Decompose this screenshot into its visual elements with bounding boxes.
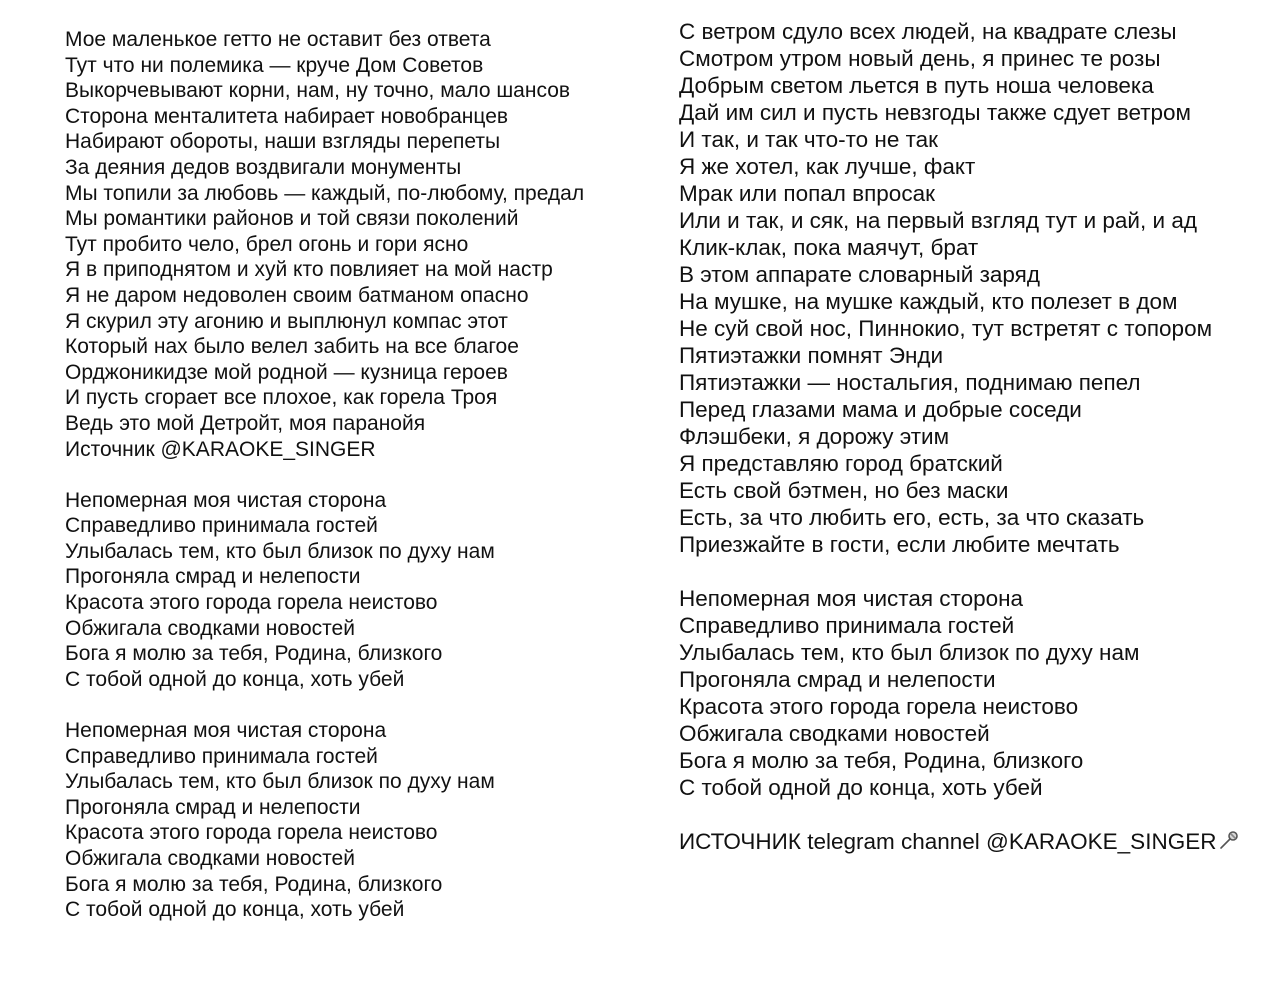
lyric-line: Смотром утром новый день, я принес те розы	[679, 46, 1161, 71]
lyric-line: Справедливо принимала гостей	[65, 744, 378, 768]
stanza-gap	[679, 558, 1274, 585]
lyric-line: Флэшбеки, я дорожу этим	[679, 424, 950, 449]
lyric-line: Мы топили за любовь — каждый, по-любому, предал	[65, 181, 585, 205]
lyric-line: Бога я молю за тебя, Родина, близкого	[65, 642, 443, 666]
left-lyrics-column	[65, 27, 665, 923]
lyric-line: Я представляю город братский	[679, 451, 1003, 476]
lyric-line: Выкорчевывают корни, нам, ну точно, мало шансов	[65, 79, 571, 103]
lyric-line: Улыбалась тем, кто был близок по духу нам	[679, 640, 1140, 665]
lyric-line: Непомерная моя чистая сторона	[65, 488, 387, 512]
lyric-line: Красота этого города горела неистово	[65, 821, 438, 845]
lyric-line: Мое маленькое гетто не оставит без ответа	[65, 28, 491, 51]
chorus-3	[679, 585, 1274, 801]
chorus-2	[65, 718, 665, 923]
lyric-line: Непомерная моя чистая сторона	[65, 719, 387, 743]
lyric-line: Обжигала сводками новостей	[65, 616, 355, 640]
lyric-line: Я же хотел, как лучше, факт	[679, 154, 976, 179]
lyric-line: Тут что ни полемика — круче Дом Советов	[65, 53, 484, 77]
lyric-line: Добрым светом льется в путь ноша человека	[679, 73, 1154, 98]
stanza-gap	[679, 801, 1274, 828]
lyric-line: С тобой одной до конца, хоть убей	[65, 898, 405, 922]
lyric-line: С тобой одной до конца, хоть убей	[65, 667, 405, 691]
lyric-line: Красота этого города горела неистово	[65, 591, 438, 615]
lyric-line: Прогоняла смрад и нелепости	[65, 565, 361, 589]
lyric-line: Клик-клак, пока маячут, брат	[679, 235, 979, 260]
stanza-gap	[65, 692, 665, 718]
lyric-line: И так, и так что-то не так	[679, 127, 939, 152]
stanza-gap	[65, 462, 665, 488]
lyric-line: Перед глазами мама и добрые соседи	[679, 397, 1082, 422]
lyric-line: Бога я молю за тебя, Родина, близкого	[679, 748, 1084, 773]
lyric-line: Улыбалась тем, кто был близок по духу нам	[65, 539, 495, 563]
lyric-line: Обжигала сводками новостей	[65, 847, 355, 870]
lyric-line: С ветром сдуло всех людей, на квадрате слезы	[679, 19, 1177, 44]
lyric-line: Мы романтики районов и той связи поколений	[65, 207, 519, 231]
lyric-line: Который нах было велел забить на все благое	[65, 335, 519, 359]
lyric-line: Пятиэтажки — ностальгия, поднимаю пепел	[679, 370, 1141, 395]
lyric-line: Обжигала сводками новостей	[679, 721, 990, 746]
lyric-line: Прогоняла смрад и нелепости	[679, 667, 996, 692]
lyric-line: Непомерная моя чистая сторона	[679, 586, 1024, 611]
lyric-line: Дай им сил и пусть невзгоды также сдует ветром	[679, 100, 1192, 125]
source-credit-text: ИСТОЧНИК telegram channel @KARAOKE_SINGER	[679, 829, 1217, 854]
lyric-line: Сторона менталитета набирает новобранцев	[65, 104, 509, 128]
lyric-line: Справедливо принимала гостей	[679, 613, 1015, 638]
source-credit	[679, 828, 1274, 857]
lyric-line: В этом аппарате словарный заряд	[679, 262, 1040, 287]
lyric-line: Улыбалась тем, кто был близок по духу нам	[65, 770, 495, 794]
verse-2	[679, 18, 1274, 558]
source-line: Источник @KARAOKE_SINGER	[65, 437, 376, 461]
lyric-line: За деяния дедов воздвигали монументы	[65, 155, 462, 179]
lyric-line: Бога я молю за тебя, Родина, близкого	[65, 872, 443, 896]
lyric-line: Я скурил эту агонию и выплюнул компас этот	[65, 309, 508, 333]
right-lyrics-column	[679, 18, 1274, 857]
lyric-line: Набирают обороты, наши взгляды перепеты	[65, 130, 501, 154]
lyric-line: Мрак или попал впросак	[679, 181, 935, 206]
lyric-line: Орджоникидзе мой родной — кузница героев	[65, 360, 508, 384]
lyric-line: Пятиэтажки помнят Энди	[679, 343, 944, 368]
lyric-line: Не суй свой нос, Пиннокио, тут встретят с топором	[679, 316, 1213, 341]
microphone-icon	[1218, 829, 1240, 857]
lyric-line: Прогоняла смрад и нелепости	[65, 795, 361, 819]
lyric-line: И пусть сгорает все плохое, как горела Троя	[65, 386, 498, 410]
lyric-line: Приезжайте в гости, если любите мечтать	[679, 532, 1120, 557]
lyric-line: Или и так, и сяк, на первый взгляд тут и рай, и ад	[679, 208, 1197, 233]
lyric-line: Есть свой бэтмен, но без маски	[679, 478, 1009, 503]
verse-1	[65, 27, 665, 462]
lyric-line: Ведь это мой Детройт, моя паранойя	[65, 411, 426, 435]
lyric-line: На мушке, на мушке каждый, кто полезет в дом	[679, 289, 1178, 314]
lyric-line: Я в приподнятом и хуй кто повлияет на мой настр	[65, 258, 553, 282]
chorus-1	[65, 488, 665, 693]
lyric-line: Есть, за что любить его, есть, за что сказать	[679, 505, 1145, 530]
lyric-line: Тут пробито чело, брел огонь и гори ясно	[65, 232, 469, 256]
lyric-line: С тобой одной до конца, хоть убей	[679, 775, 1043, 800]
lyric-line: Я не даром недоволен своим батманом опасно	[65, 283, 529, 307]
lyric-line: Красота этого города горела неистово	[679, 694, 1079, 719]
lyric-line: Справедливо принимала гостей	[65, 514, 378, 538]
